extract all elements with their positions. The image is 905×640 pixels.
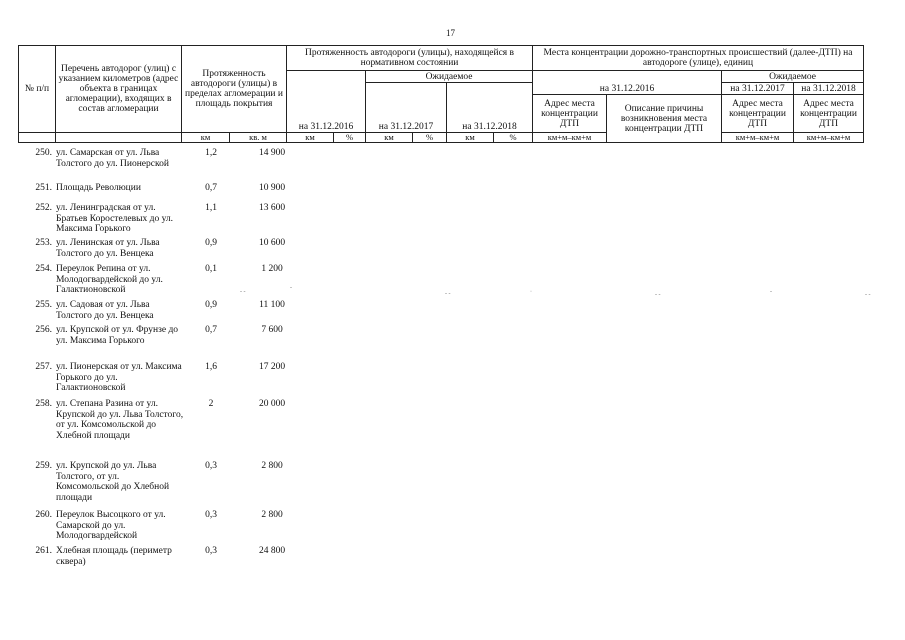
header-norm-expected: Ожидаемое bbox=[366, 71, 533, 83]
header-norm-2018: на 31.12.2018 bbox=[447, 83, 533, 133]
header-normative: Протяженность автодороги (улицы), находящейся в нормативном состоянии bbox=[287, 46, 533, 71]
header-addr-2017: Адрес места концентрации ДТП bbox=[722, 95, 794, 133]
row-name: Переулок Высоцкого от ул. Самарской до ул. Молодогвардейской bbox=[56, 510, 166, 541]
row-km: 0,1 bbox=[205, 264, 217, 274]
row-name: ул. Крупской от ул. Фрунзе до ул. Максима Горького bbox=[56, 325, 179, 346]
header-dtp-expected: Ожидаемое bbox=[722, 71, 864, 83]
header-dtp-2016: на 31.12.2016 bbox=[533, 71, 722, 95]
row-name: ул. Самарская от ул. Льва Толстого до ул. Пионерской bbox=[56, 148, 169, 169]
row-sqm: 13 600 bbox=[258, 203, 286, 213]
row-name: ул. Крупской до ул. Льва Толстого, от ул. Комсомольской до Хлебной площади bbox=[56, 461, 170, 503]
header-table bbox=[18, 45, 864, 143]
row-km: 0,9 bbox=[205, 238, 217, 248]
header-roads: Перечень автодорог (улиц) с указанием километров (адрес объекта в границах агломерации), входящих в состав агломерации bbox=[56, 46, 182, 133]
unit-pct: % bbox=[494, 133, 533, 143]
unit-cell bbox=[19, 133, 56, 143]
unit-pct: % bbox=[413, 133, 447, 143]
unit-km: км bbox=[366, 133, 413, 143]
row-km: 1,1 bbox=[205, 203, 217, 213]
unit-kmkm: км+м–км+м bbox=[533, 133, 607, 143]
unit-km: км bbox=[447, 133, 494, 143]
row-num: 250. bbox=[35, 148, 52, 158]
row-km: 0,7 bbox=[205, 325, 217, 335]
row-sqm: 2 800 bbox=[261, 510, 283, 520]
scan-speck: · bbox=[530, 289, 532, 295]
row-sqm: 11 100 bbox=[259, 300, 285, 310]
row-name: ул. Ленинградская от ул. Братьев Коростелевых до ул. Максима Горького bbox=[56, 203, 174, 234]
row-num: 260. bbox=[35, 510, 52, 520]
row-num: 257. bbox=[35, 362, 52, 372]
row-name: ул. Степана Разина от ул. Крупской до ул. Льва Толстого, от ул. Комсомольской до Хлебной площади bbox=[56, 399, 184, 441]
row-km: 0,3 bbox=[205, 461, 217, 471]
row-name: Переулок Репина от ул. Молодогвардейской до ул. Галактионовской bbox=[56, 264, 163, 295]
header-dtp: Места концентрации дорожно-транспортных происшествий (далее-ДТП) на автодороге (улице), единиц bbox=[533, 46, 864, 71]
header-dtp-2018: на 31.12.2018 bbox=[794, 83, 864, 95]
unit-kmkm: км+м–км+м bbox=[794, 133, 864, 143]
header-cause: Описание причины возникновения места концентрации ДТП bbox=[607, 95, 722, 143]
row-km: 0,3 bbox=[205, 510, 217, 520]
row-num: 255. bbox=[35, 300, 52, 310]
row-km: 1,2 bbox=[205, 148, 217, 158]
row-sqm: 10 900 bbox=[258, 183, 286, 193]
unit-km: км bbox=[287, 133, 334, 143]
scan-speck: - - bbox=[655, 292, 661, 298]
row-num: 256. bbox=[35, 325, 52, 335]
header-length: Протяженность автодороги (улицы) в пределах агломерации и площадь покрытия bbox=[182, 46, 287, 133]
unit-sqm: кв. м bbox=[230, 133, 287, 143]
page-number: 17 bbox=[446, 28, 455, 38]
header-norm-2016: на 31.12.2016 bbox=[287, 71, 366, 133]
row-num: 254. bbox=[35, 264, 52, 274]
row-num: 252. bbox=[35, 203, 52, 213]
row-km: 0,9 bbox=[205, 300, 217, 310]
header-num: № п/п bbox=[19, 46, 56, 133]
row-name: ул. Ленинская от ул. Льва Толстого до ул. Венцека bbox=[56, 238, 160, 259]
row-km: 0,7 bbox=[205, 183, 217, 193]
row-num: 253. bbox=[35, 238, 52, 248]
row-sqm: 2 800 bbox=[261, 461, 283, 471]
row-sqm: 24 800 bbox=[258, 546, 286, 556]
row-num: 251. bbox=[35, 183, 52, 193]
row-name: Площадь Революции bbox=[56, 183, 141, 193]
row-num: 261. bbox=[35, 546, 52, 556]
row-num: 258. bbox=[35, 399, 52, 409]
row-km: 2 bbox=[208, 399, 214, 409]
row-sqm: 17 200 bbox=[258, 362, 286, 372]
scan-speck: - - bbox=[240, 289, 246, 295]
row-sqm: 10 600 bbox=[258, 238, 286, 248]
row-km: 0,3 bbox=[205, 546, 217, 556]
row-sqm: 1 200 bbox=[261, 264, 283, 274]
row-name: ул. Пионерская от ул. Максима Горького до ул. Галактионовской bbox=[56, 362, 182, 393]
unit-km: км bbox=[182, 133, 230, 143]
scan-speck: - - bbox=[865, 292, 871, 298]
row-sqm: 20 000 bbox=[258, 399, 286, 409]
scan-speck: - bbox=[290, 285, 292, 291]
unit-pct: % bbox=[334, 133, 366, 143]
row-name: ул. Садовая от ул. Льва Толстого до ул. Венцека bbox=[56, 300, 154, 321]
scan-speck: - bbox=[770, 289, 772, 295]
header-dtp-2017: на 31.12.2017 bbox=[722, 83, 794, 95]
row-name: Хлебная площадь (периметр сквера) bbox=[56, 546, 172, 567]
header-addr-2016: Адрес места концентрации ДТП bbox=[533, 95, 607, 133]
row-num: 259. bbox=[35, 461, 52, 471]
unit-cell bbox=[56, 133, 182, 143]
header-norm-2017: на 31.12.2017 bbox=[366, 83, 447, 133]
row-sqm: 7 600 bbox=[261, 325, 283, 335]
unit-kmkm: км+м–км+м bbox=[722, 133, 794, 143]
header-addr-2018: Адрес места концентрации ДТП bbox=[794, 95, 864, 133]
row-sqm: 14 900 bbox=[258, 148, 286, 158]
scan-speck: - - bbox=[445, 291, 451, 297]
row-km: 1,6 bbox=[205, 362, 217, 372]
